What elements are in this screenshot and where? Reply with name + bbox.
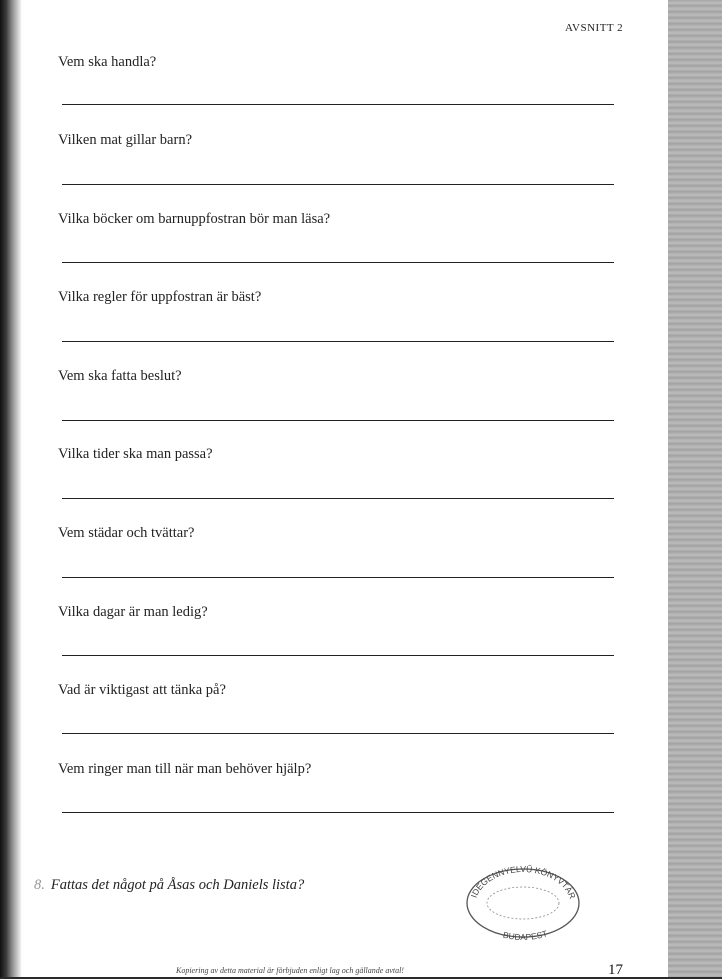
answer-line-9 xyxy=(62,733,614,734)
question-10: Vem ringer man till när man behöver hjälp? xyxy=(58,761,312,777)
question-6: Vilka tider ska man passa? xyxy=(58,446,213,462)
answer-line-2 xyxy=(62,184,614,185)
task-8 xyxy=(34,877,304,894)
question-1: Vem ska handla? xyxy=(58,54,157,70)
library-stamp xyxy=(461,858,585,942)
page-number: 17 xyxy=(608,962,623,978)
task-number: 8. xyxy=(34,877,45,893)
answer-line-10 xyxy=(62,812,614,813)
question-5: Vem ska fatta beslut? xyxy=(58,368,182,384)
question-8: Vilka dagar är man ledig? xyxy=(58,604,208,620)
stamp-bottom-text: BUDAPEST xyxy=(502,928,549,942)
page-edge xyxy=(668,0,722,977)
binding-shadow xyxy=(0,0,22,977)
question-7: Vem städar och tvättar? xyxy=(58,525,195,541)
copyright-notice: Kopiering av detta material är förbjuden enligt lag och gällande avtal! xyxy=(176,966,404,975)
task-text: Fattas det något på Åsas och Daniels lista? xyxy=(50,877,305,893)
question-2: Vilken mat gillar barn? xyxy=(58,132,193,148)
answer-line-4 xyxy=(62,341,614,342)
question-4: Vilka regler för uppfostran är bäst? xyxy=(58,289,262,305)
question-3: Vilka böcker om barnuppfostran bör man läsa? xyxy=(58,211,331,227)
answer-line-7 xyxy=(62,577,614,578)
stamp-top-text: IDEGENNYELVŰ KÖNYVTÁR xyxy=(468,863,578,901)
section-header: AVSNITT 2 xyxy=(565,22,624,34)
answer-line-3 xyxy=(62,262,614,263)
answer-line-5 xyxy=(62,420,614,421)
answer-line-6 xyxy=(62,498,614,499)
answer-line-8 xyxy=(62,655,614,656)
answer-line-1 xyxy=(62,104,614,105)
question-9: Vad är viktigast att tänka på? xyxy=(58,682,226,698)
